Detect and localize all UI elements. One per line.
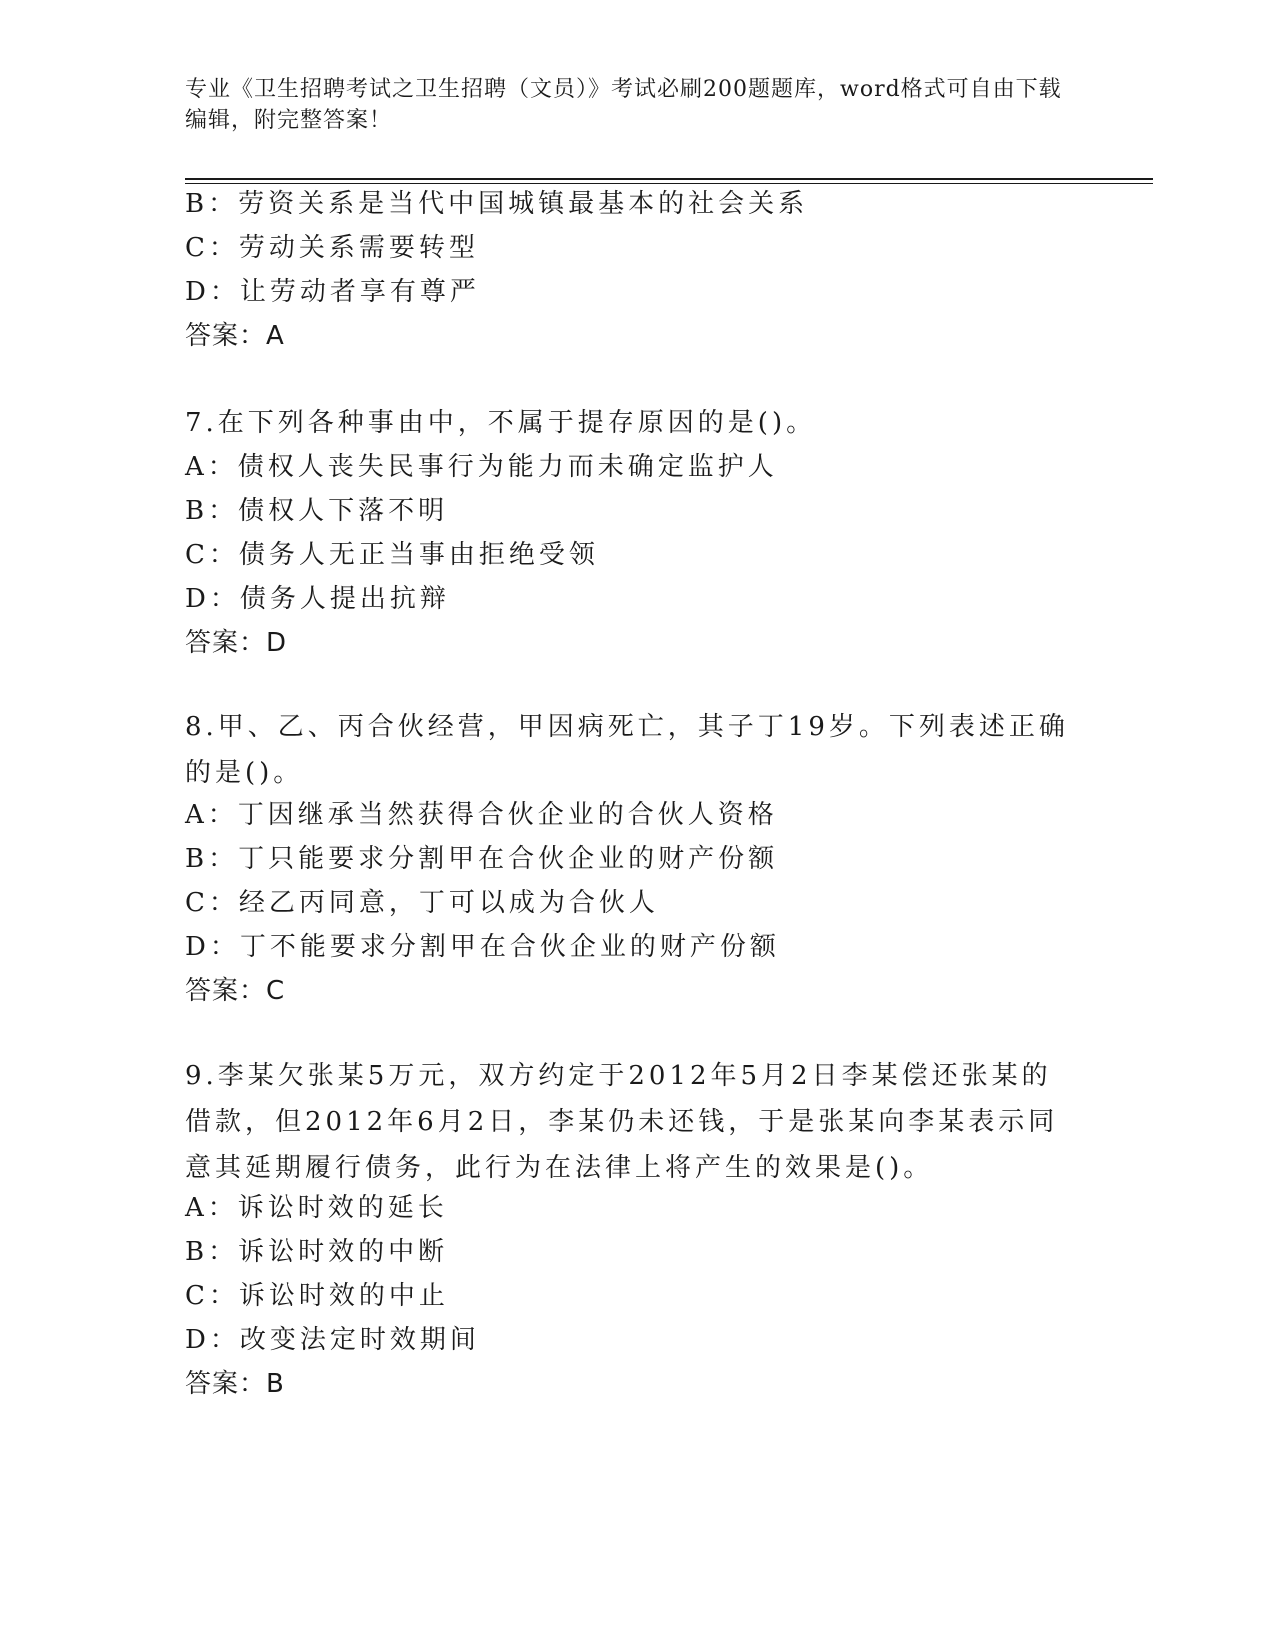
question-8-option-c: C：经乙丙同意，丁可以成为合伙人 xyxy=(185,888,659,918)
question-7-option-b: B：债权人下落不明 xyxy=(185,496,449,526)
question-7-option-a: A：债权人丧失民事行为能力而未确定监护人 xyxy=(185,452,778,482)
question-9-stem: 9.李某欠张某5万元，双方约定于2012年5月2日李某偿还张某的借款，但2012年6月2日，李某仍未还钱，于是张某向李某表示同意其延期履行债务，此行为在法律上将产生的效果是()。 xyxy=(185,1061,1059,1183)
question-8-answer: 答案：C xyxy=(185,976,286,1006)
prev-option-c: C：劳动关系需要转型 xyxy=(185,233,479,263)
header-divider-thick xyxy=(185,178,1153,180)
question-9-option-a: A：诉讼时效的延长 xyxy=(185,1193,448,1223)
question-7-option-d: D：债务人提出抗辩 xyxy=(185,584,450,614)
question-7-answer: 答案：D xyxy=(185,628,288,658)
question-9-option-b: B：诉讼时效的中断 xyxy=(185,1237,449,1267)
question-8-option-b: B：丁只能要求分割甲在合伙企业的财产份额 xyxy=(185,844,779,874)
document-header: 专业《卫生招聘考试之卫生招聘（文员）》考试必刷200题题库，word格式可自由下载编辑，附完整答案！ xyxy=(185,77,1062,133)
question-8-option-d: D：丁不能要求分割甲在合伙企业的财产份额 xyxy=(185,932,780,962)
header-divider-thin xyxy=(185,183,1153,184)
question-9-option-c: C：诉讼时效的中止 xyxy=(185,1281,449,1311)
question-8-stem: 8.甲、乙、丙合伙经营，甲因病死亡，其子丁19岁。下列表述正确的是()。 xyxy=(185,712,1069,788)
prev-option-b: B：劳资关系是当代中国城镇最基本的社会关系 xyxy=(185,189,809,219)
question-9-option-d: D：改变法定时效期间 xyxy=(185,1325,480,1355)
question-8-option-a: A：丁因继承当然获得合伙企业的合伙人资格 xyxy=(185,800,778,830)
prev-option-d: D：让劳动者享有尊严 xyxy=(185,277,480,307)
question-7-stem: 7.在下列各种事由中，不属于提存原因的是()。 xyxy=(185,408,817,438)
question-9-answer: 答案：B xyxy=(185,1369,285,1399)
prev-answer: 答案：A xyxy=(185,321,285,351)
question-7-option-c: C：债务人无正当事由拒绝受领 xyxy=(185,540,599,570)
